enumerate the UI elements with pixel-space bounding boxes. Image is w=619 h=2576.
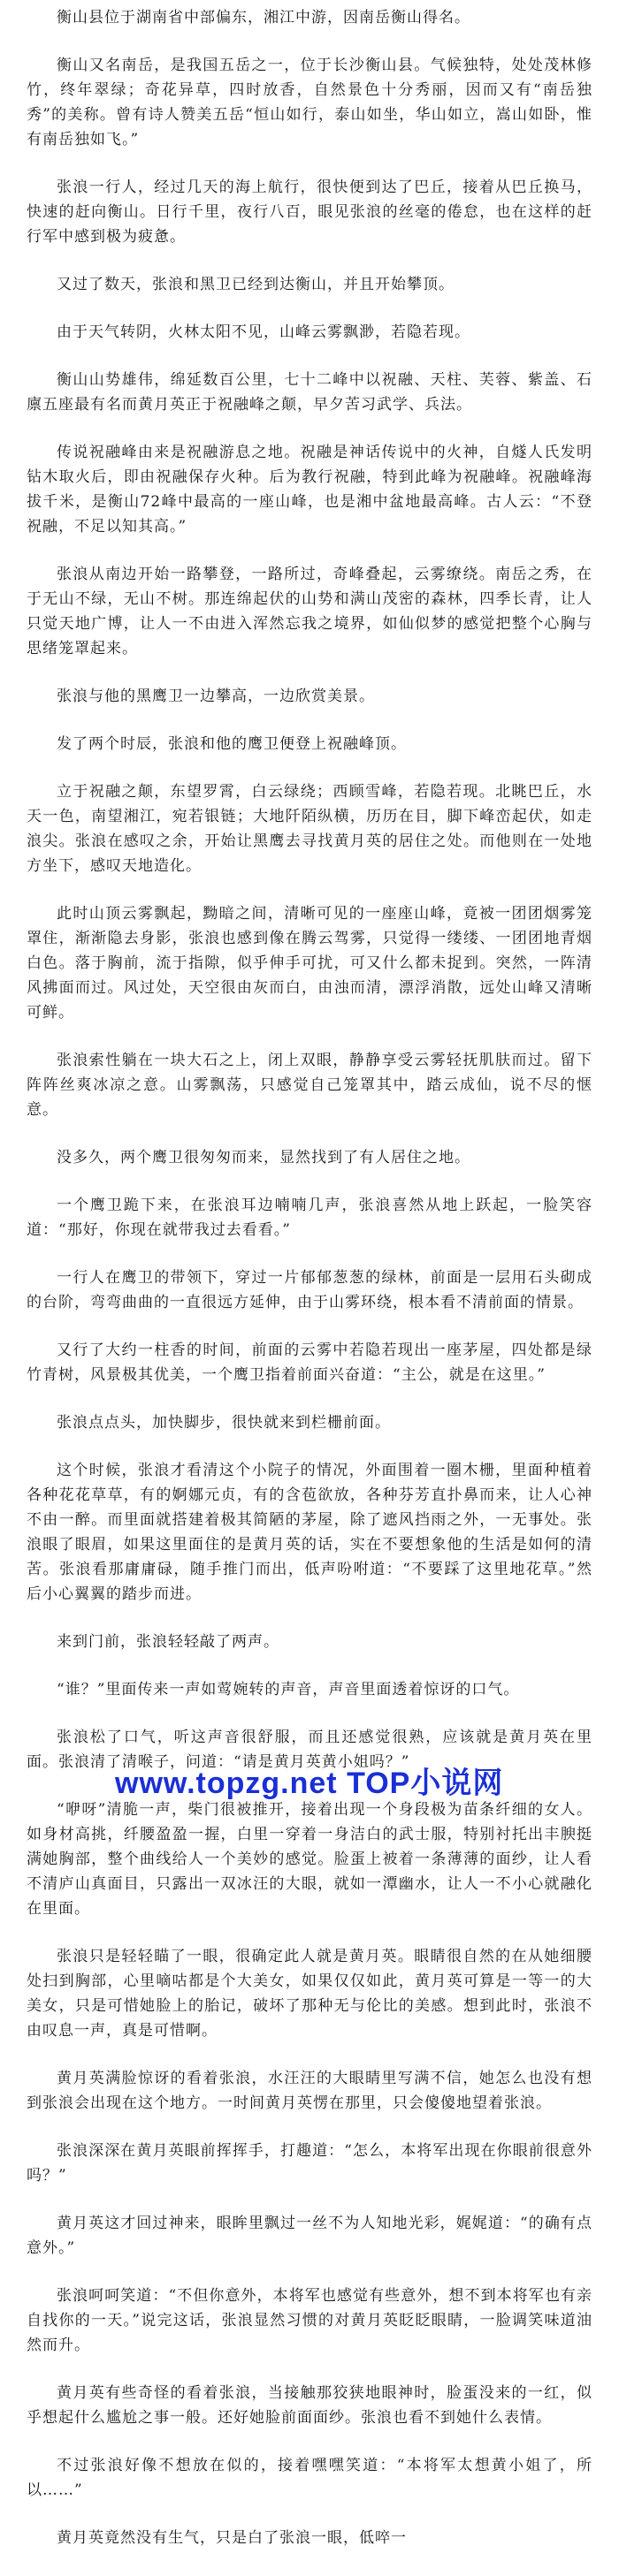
paragraph: 黄月英满脸惊讶的看着张浪，水汪汪的大眼睛里写满不信，她怎么也没有想到张浪会出现在这个地方。一时间黄月英愣在那里，只会傻傻地望着张浪。 [27,2070,592,2112]
paragraph: 来到门前，张浪轻轻敲了两声。 [57,1633,279,1651]
paragraph: 张浪与他的黑鹰卫一边攀高，一边欣赏美景。 [57,688,375,705]
paragraph: 一行人在鹰卫的带领下，穿过一片郁郁葱葱的绿林，前面是一层用石头砌成的台阶，弯弯曲曲的一直很远方延伸，由于山雾环绕，根本看不清前面的情景。 [27,1269,592,1311]
paragraph: 张浪呵呵笑道：“不但你意外，本将军也感觉有些意外，想不到本将军也有亲自找你的一天。”说完这话，张浪显然习惯的对黄月英眨眨眼睛，一脸调笑味道油然而升。 [27,2287,592,2354]
paragraph: 立于祝融之颠，东望罗霄，白云绿绕；西顾雪峰，若隐若现。北眺巴丘，水天一色，南望湘江，宛若银链；大地阡陌纵横，历历在目，脚下峰峦起伏，如走浪尖。张浪在感叹之余，开始让黑鹰去寻找黄月英的居住之处。而他则在一处地方坐下，感叹天地造化。 [27,783,592,875]
paragraph: 张浪点点头，加快脚步，很快就来到栏栅前面。 [57,1414,391,1432]
paragraph: 张浪从南边开始一路攀登，一路所过，奇峰叠起，云雾缭绕。南岳之秀，在于无山不绿，无山不树。那连绵起伏的山势和满山茂密的森林，四季长青，让人只觉天地广博，让人一不由进入浑然忘我之境界，如仙似梦的感觉把整个心胸与思绪笼罩起来。 [27,566,592,657]
paragraph: 又行了大约一柱香的时间，前面的云雾中若隐若现出一座茅屋，四处都是绿竹青树，风景极其优美，一个鹰卫指着前面兴奋道：“主公，就是在这里。” [27,1341,592,1384]
paragraph: 又过了数天，张浪和黑卫已经到达衡山，并且开始攀顶。 [57,276,455,293]
paragraph: 黄月英有些奇怪的看着张浪，当接触那狡狭地眼神时，脸蛋没来的一红，似乎想起什么尴尬之事一般。还好她脸前面面纱。张浪也看不到她什么表情。 [27,2384,592,2427]
paragraph: 张浪深深在黄月英眼前挥挥手，打趣道：“怎么，本将军出现在你眼前很意外吗？” [27,2142,592,2185]
paragraph: 此时山顶云雾飘起，黝暗之间，清晰可见的一座座山峰，竟被一团团烟雾笼罩住，渐渐隐去身影，张浪也感到像在腾云驾雾，只觉得一缕缕、一团团地青烟白色。落于胸前，流于指隙，似乎伸手可扰，可又什么都未捉到。突然，一阵清风拂面而过。风过处，天空很由灰而白，由浊而清，漂浮消散，远处山峰又清晰可鲜。 [27,905,592,1022]
watermark-brand: TOP小说网 [347,1767,504,1800]
paragraph: 传说祝融峰由来是祝融游息之地。祝融是神话传说中的火神，自燧人氏发明钻木取火后，即由祝融保存火种。后为教行祝融，特到此峰为祝融峰。祝融峰海拔千米，是衡山72峰中最高的一座山峰，也是湘中盆地最高峰。古人云：“不登祝融，不足以知其高。” [27,444,592,536]
watermark-url: www.topzg.net [115,1767,338,1800]
paragraph: 黄月英竟然没有生气，只是白了张浪一眼，低啐一 [57,2529,407,2547]
paragraph: 不过张浪好像不想放在似的，接着嘿嘿笑道：“本将军太想黄小姐了，所以……” [27,2457,592,2499]
paragraph: 张浪索性躺在一块大石之上，闭上双眼，静静享受云雾轻抚肌肤而过。留下阵阵丝爽冰凉之意。山雾飘荡，只感觉自己笼罩其中，踏云成仙，说不尽的惬意。 [27,1052,592,1119]
paragraph: 由于天气转阴，火林太阳不见，山峰云雾飘渺，若隐若现。 [57,323,470,341]
paragraph: 张浪一行人，经过几天的海上航行，很快便到达了巴丘，接着从巴丘换马，快速的赶向衡山。日行千里，夜行八百，眼见张浪的丝毫的倦怠，也在这样的赶行军中感到极为疲惫。 [27,179,592,246]
paragraph: 黄月英这才回过神来，眼眸里飘过一丝不为人知地光彩，娓娓道：“的确有点意外。” [27,2215,592,2257]
paragraph: 衡山山势雄伟，绵延数百公里，七十二峰中以祝融、天柱、芙蓉、紫盖、石廪五座最有名而黄月英正于祝融峰之颠，早夕苦习武学、兵法。 [27,371,592,414]
paragraph: 发了两个时辰，张浪和他的鹰卫便登上祝融峰顶。 [57,735,407,753]
paragraph: “谁？”里面传来一声如莺婉转的声音，声音里面透着惊讶的口气。 [57,1681,520,1698]
paragraph: 一个鹰卫跪下来，在张浪耳边喃喃几声，张浪喜然从地上跃起，一脸笑容道：“那好，你现在就带我过去看看。” [27,1197,592,1239]
paragraph: “咿呀”清脆一声，柴门很被推开，接着出现一个身段极为苗条纤细的女人。如身材高挑，纤腰盈盈一握，白里一穿着一身洁白的武士服，特别衬托出丰腴挺满她胸部，整个曲线给人一个美妙的感觉。脸蛋上被着一条薄薄的面纱，让人看不清庐山真面目，只露出一双冰汪的大眼，就如一潭幽水，让人一不小心就融化在里面。 [27,1801,592,1918]
paragraph: 张浪松了口气，听这声音很舒服，而且还感觉很熟，应该就是黄月英在里面。张浪清了清喉子，问道：“请是黄月英黄小姐吗？” [27,1729,592,1771]
paragraph: 衡山又名南岳，是我国五岳之一，位于长沙衡山县。气候独特，处处茂林修竹，终年翠绿；奇花异草，四时放香，自然景色十分秀丽，因而又有“南岳独秀”的美称。曾有诗人赞美五岳“恒山如行，泰山如坐，华山如立，嵩山如卧，惟有南岳独如飞。” [27,57,592,148]
site-watermark [115,1759,503,1802]
paragraph: 没多久，两个鹰卫很匆匆而来，显然找到了有人居住之地。 [57,1149,470,1166]
paragraph: 这个时候，张浪才看清这个小院子的情况，外面围着一圈木栅，里面种植着各种花花草草，有的婀娜元贞，有的含苞欲放，各种芬芳直扑鼻而来，让人心神不由一醉。而里面就搭建着极其简陋的茅屋，除了遮风挡雨之外，一无事处。张浪眼了眼眉，如果这里面住的是黄月英的话，实在不要想象他的生活是如何的清苦。张浪看那庸庸碌，随手推门而出，低声吩咐道：“不要踩了这里地花草。”然后小心翼翼的踏步而进。 [27,1462,592,1603]
paragraph: 张浪只是轻轻瞄了一眼，很确定此人就是黄月英。眼睛很自然的在从她细腰处扫到胸部，心里嘀咕都是个大美女，如果仅仅如此，黄月英可算是一等一的大美女，只是可惜她脸上的胎记，破坏了那种无与伦比的美感。想到此时，张浪不由叹息一声，真是可惜啊。 [27,1948,592,2040]
paragraph: 衡山县位于湖南省中部偏东，湘江中游，因南岳衡山得名。 [57,9,470,27]
